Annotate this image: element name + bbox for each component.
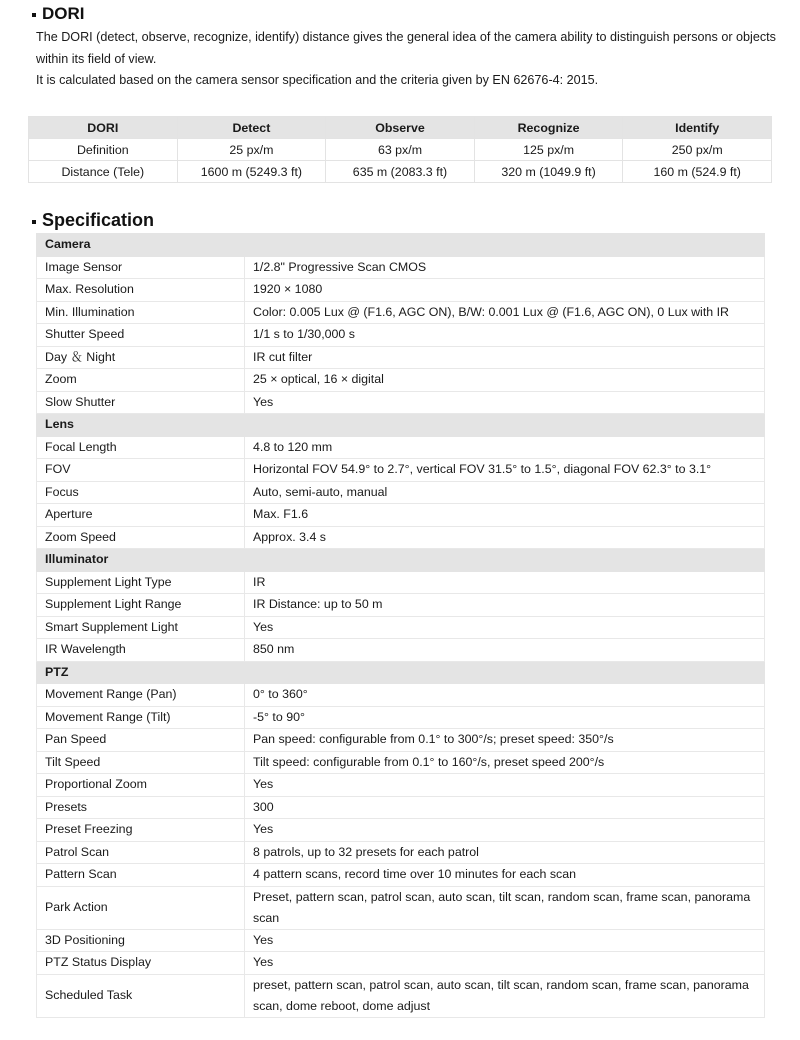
spec-label: FOV xyxy=(37,459,245,482)
dori-cell: 25 px/m xyxy=(177,139,326,161)
spec-value: IR cut filter xyxy=(245,346,765,369)
dori-cell: 125 px/m xyxy=(474,139,623,161)
spec-label: Supplement Light Type xyxy=(37,571,245,594)
dori-row xyxy=(29,161,772,183)
spec-row xyxy=(37,639,765,662)
dori-cell: 250 px/m xyxy=(623,139,772,161)
spec-group-label: PTZ xyxy=(37,661,765,684)
dori-cell: 320 m (1049.9 ft) xyxy=(474,161,623,183)
dori-header-row xyxy=(29,117,772,139)
spec-label: Scheduled Task xyxy=(37,974,245,1017)
dori-cell: Distance (Tele) xyxy=(29,161,178,183)
dori-header-cell: Observe xyxy=(326,117,475,139)
dori-cell: 160 m (524.9 ft) xyxy=(623,161,772,183)
specification-table xyxy=(36,233,765,1018)
spec-row xyxy=(37,706,765,729)
spec-row xyxy=(37,279,765,302)
spec-label: Smart Supplement Light xyxy=(37,616,245,639)
spec-row xyxy=(37,526,765,549)
spec-value: Yes xyxy=(245,819,765,842)
spec-value: Auto, semi-auto, manual xyxy=(245,481,765,504)
spec-label: Park Action xyxy=(37,886,245,929)
dori-title-text: DORI xyxy=(42,4,85,23)
spec-value: -5° to 90° xyxy=(245,706,765,729)
spec-value: 4 pattern scans, record time over 10 minutes for each scan xyxy=(245,864,765,887)
spec-value: Yes xyxy=(245,952,765,975)
spec-value: Approx. 3.4 s xyxy=(245,526,765,549)
specification-title-text: Specification xyxy=(42,210,155,230)
spec-value: IR xyxy=(245,571,765,594)
spec-label: Pattern Scan xyxy=(37,864,245,887)
spec-label: Zoom Speed xyxy=(37,526,245,549)
spec-value: Yes xyxy=(245,616,765,639)
spec-label: Tilt Speed xyxy=(37,751,245,774)
spec-row xyxy=(37,369,765,392)
spec-row xyxy=(37,729,765,752)
spec-row xyxy=(37,256,765,279)
spec-label: Preset Freezing xyxy=(37,819,245,842)
spec-value: Tilt speed: configurable from 0.1° to 160°/s, preset speed 200°/s xyxy=(245,751,765,774)
spec-label: Shutter Speed xyxy=(37,324,245,347)
spec-value: 8 patrols, up to 32 presets for each patrol xyxy=(245,841,765,864)
spec-row xyxy=(37,459,765,482)
spec-row xyxy=(37,616,765,639)
spec-row xyxy=(37,929,765,952)
dori-intro xyxy=(36,27,776,92)
spec-value: 4.8 to 120 mm xyxy=(245,436,765,459)
spec-value: 0° to 360° xyxy=(245,684,765,707)
spec-value: preset, pattern scan, patrol scan, auto scan, tilt scan, random scan, frame scan, panorama scan, dome reboot, dome adjust xyxy=(245,974,765,1017)
spec-row xyxy=(37,952,765,975)
spec-label: IR Wavelength xyxy=(37,639,245,662)
dori-header-cell: Identify xyxy=(623,117,772,139)
spec-row xyxy=(37,974,765,1017)
dori-table xyxy=(28,116,772,183)
spec-label: Movement Range (Tilt) xyxy=(37,706,245,729)
spec-group-label: Camera xyxy=(37,234,765,257)
bullet-icon xyxy=(32,220,36,224)
dori-cell: Definition xyxy=(29,139,178,161)
spec-value: IR Distance: up to 50 m xyxy=(245,594,765,617)
spec-value: Yes xyxy=(245,929,765,952)
spec-row xyxy=(37,751,765,774)
dori-cell: 63 px/m xyxy=(326,139,475,161)
spec-group-row xyxy=(37,661,765,684)
spec-value: 300 xyxy=(245,796,765,819)
spec-group-row xyxy=(37,549,765,572)
spec-value: Max. F1.6 xyxy=(245,504,765,527)
spec-label: PTZ Status Display xyxy=(37,952,245,975)
spec-row xyxy=(37,774,765,797)
spec-row xyxy=(37,436,765,459)
spec-row xyxy=(37,796,765,819)
spec-label: Zoom xyxy=(37,369,245,392)
dori-cell: 1600 m (5249.3 ft) xyxy=(177,161,326,183)
spec-label: Supplement Light Range xyxy=(37,594,245,617)
dori-intro-paragraph: It is calculated based on the camera sensor specification and the criteria given by EN 62676-4: 2015. xyxy=(36,73,599,87)
spec-value: 25 × optical, 16 × digital xyxy=(245,369,765,392)
dori-intro-paragraph: The DORI (detect, observe, recognize, identify) distance gives the general idea of the camera ability to distinguish persons or objects within its field of view. xyxy=(36,30,776,66)
spec-label: Image Sensor xyxy=(37,256,245,279)
spec-row xyxy=(37,571,765,594)
spec-group-label: Illuminator xyxy=(37,549,765,572)
dori-header-cell: Recognize xyxy=(474,117,623,139)
spec-label: Day ＆ Night xyxy=(37,346,245,369)
spec-row xyxy=(37,324,765,347)
spec-label: Aperture xyxy=(37,504,245,527)
dori-header-cell: Detect xyxy=(177,117,326,139)
dori-header-cell: DORI xyxy=(29,117,178,139)
dori-row xyxy=(29,139,772,161)
spec-value: 1920 × 1080 xyxy=(245,279,765,302)
spec-label: Pan Speed xyxy=(37,729,245,752)
spec-label: Patrol Scan xyxy=(37,841,245,864)
dori-cell: 635 m (2083.3 ft) xyxy=(326,161,475,183)
spec-row xyxy=(37,819,765,842)
spec-row xyxy=(37,301,765,324)
spec-row xyxy=(37,481,765,504)
spec-value: Yes xyxy=(245,774,765,797)
bullet-icon xyxy=(32,13,36,17)
spec-value: 1/1 s to 1/30,000 s xyxy=(245,324,765,347)
spec-row xyxy=(37,391,765,414)
spec-value: Color: 0.005 Lux @ (F1.6, AGC ON), B/W: 0.001 Lux @ (F1.6, AGC ON), 0 Lux with IR xyxy=(245,301,765,324)
spec-value: Horizontal FOV 54.9° to 2.7°, vertical FOV 31.5° to 1.5°, diagonal FOV 62.3° to 3.1° xyxy=(245,459,765,482)
spec-label: Slow Shutter xyxy=(37,391,245,414)
spec-label: 3D Positioning xyxy=(37,929,245,952)
spec-row xyxy=(37,346,765,369)
spec-value: Preset, pattern scan, patrol scan, auto scan, tilt scan, random scan, frame scan, panorama scan xyxy=(245,886,765,929)
spec-row xyxy=(37,594,765,617)
spec-label: Min. Illumination xyxy=(37,301,245,324)
spec-value: Yes xyxy=(245,391,765,414)
spec-row xyxy=(37,841,765,864)
spec-row xyxy=(37,504,765,527)
spec-row xyxy=(37,864,765,887)
spec-label: Presets xyxy=(37,796,245,819)
spec-value: 1/2.8" Progressive Scan CMOS xyxy=(245,256,765,279)
spec-row xyxy=(37,886,765,929)
dori-section-title xyxy=(32,4,85,24)
spec-group-label: Lens xyxy=(37,414,765,437)
spec-label: Proportional Zoom xyxy=(37,774,245,797)
spec-value: Pan speed: configurable from 0.1° to 300°/s; preset speed: 350°/s xyxy=(245,729,765,752)
specification-section-title xyxy=(32,210,154,231)
spec-value: 850 nm xyxy=(245,639,765,662)
spec-group-row xyxy=(37,234,765,257)
spec-row xyxy=(37,684,765,707)
spec-group-row xyxy=(37,414,765,437)
spec-label: Movement Range (Pan) xyxy=(37,684,245,707)
spec-label: Focus xyxy=(37,481,245,504)
spec-label: Max. Resolution xyxy=(37,279,245,302)
spec-label: Focal Length xyxy=(37,436,245,459)
